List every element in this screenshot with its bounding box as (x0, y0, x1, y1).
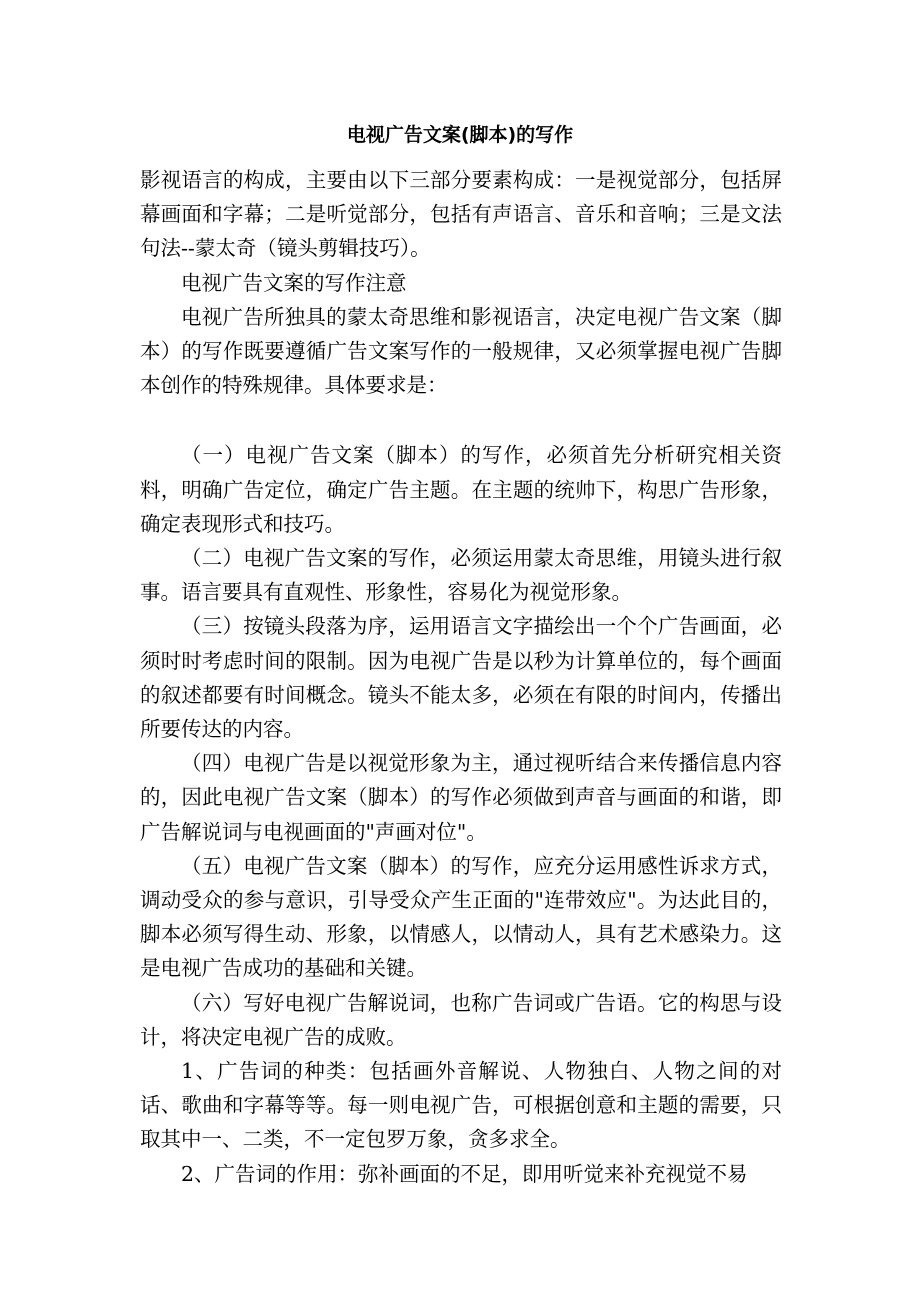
paragraph-spacer (140, 402, 782, 438)
paragraph-item-3: （三）按镜头段落为序，运用语言文字描绘出一个个广告画面，必须时时考虑时间的限制。因为电视广告是以秒为计算单位的，每个画面的叙述都要有时间概念。镜头不能太多，必须在有限的时间内，传播出所要传达的内容。 (140, 614, 782, 742)
paragraph-heading-notes: 电视广告文案的写作注意 (181, 270, 407, 295)
paragraph-item-5: （五）电视广告文案（脚本）的写作，应充分运用感性诉求方式，调动受众的参与意识，引导受众产生正面的"连带效应"。为达此目的，脚本必须写得生动、形象，以情感人，以情动人，具有艺术感染力。这是电视广告成功的基础和关键。 (140, 853, 782, 981)
document-body (140, 163, 782, 1191)
paragraph-requirements-lead: 电视广告所独具的蒙太奇思维和影视语言，决定电视广告文案（脚本）的写作既要遵循广告文案写作的一般规律，又必须掌握电视广告脚本创作的特殊规律。具体要求是： (140, 304, 782, 398)
paragraph-item-1: （一）电视广告文案（脚本）的写作，必须首先分析研究相关资料，明确广告定位，确定广告主题。在主题的统帅下，构思广告形象，确定表现形式和技巧。 (140, 443, 782, 536)
paragraph-ad-copy-functions: 2、广告词的作用：弥补画面的不足，即用听觉来补充视觉不易 (181, 1161, 748, 1186)
paragraph-ad-copy-types: 1、广告词的种类：包括画外音解说、人物独白、人物之间的对话、歌曲和字幕等等。每一则电视广告，可根据创意和主题的需要，只取其中一、二类，不一定包罗万象，贪多求全。 (140, 1059, 782, 1152)
page-title: 电视广告文案(脚本)的写作 (346, 124, 574, 146)
paragraph-item-4: （四）电视广告是以视觉形象为主，通过视听结合来传播信息内容的，因此电视广告文案（脚本）的写作必须做到声音与画面的和谐，即广告解说词与电视画面的"声画对位"。 (140, 751, 782, 844)
paragraph-item-6: （六）写好电视广告解说词，也称广告词或广告语。它的构思与设计，将决定电视广告的成败。 (140, 990, 782, 1049)
paragraph-intro: 影视语言的构成，主要由以下三部分要素构成：一是视觉部分，包括屏幕画面和字幕；二是听觉部分，包括有声语言、音乐和音响；三是文法句法--蒙太奇（镜头剪辑技巧）。 (140, 168, 782, 261)
paragraph-item-2: （二）电视广告文案的写作，必须运用蒙太奇思维，用镜头进行叙事。语言要具有直观性、形象性，容易化为视觉形象。 (140, 546, 782, 605)
